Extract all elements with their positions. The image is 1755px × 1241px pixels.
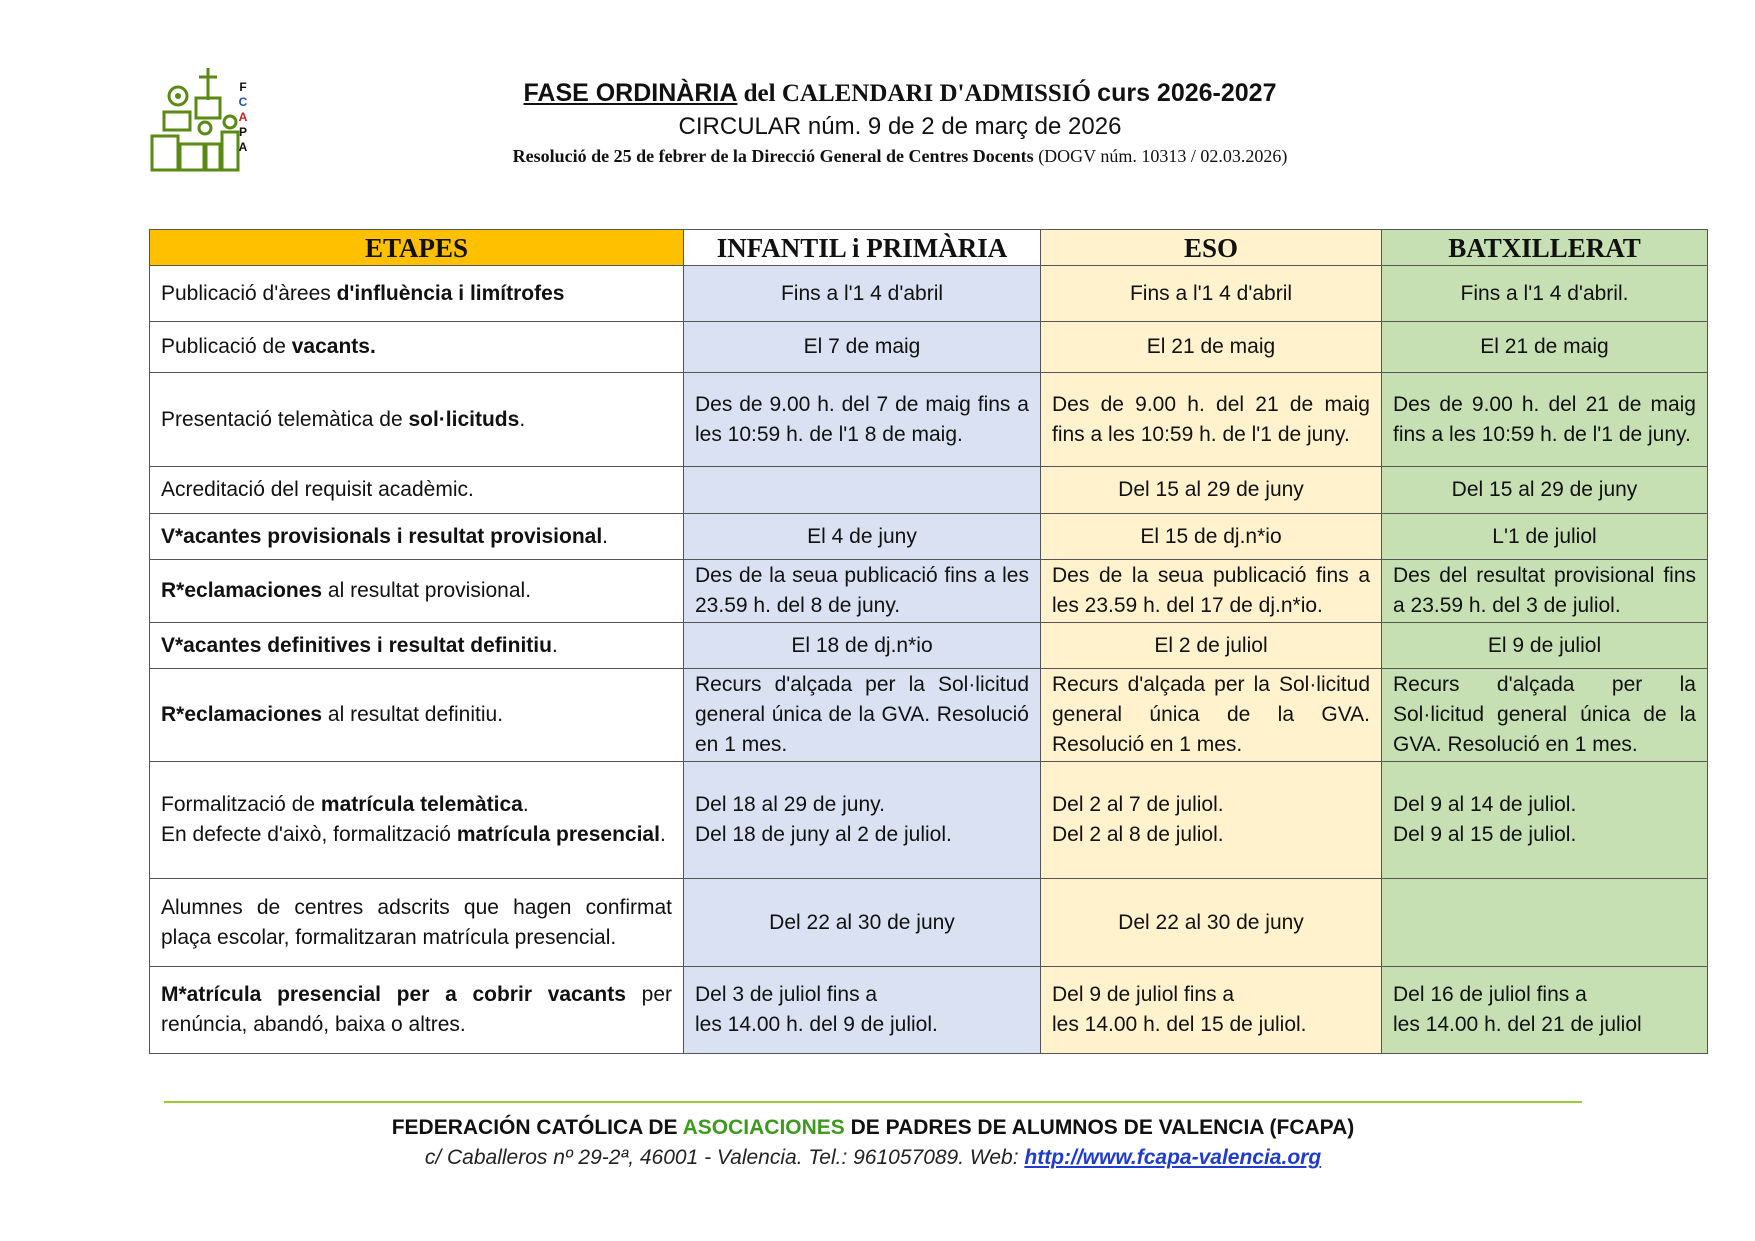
batxillerat-cell (1382, 879, 1708, 967)
table-header-row (150, 230, 1708, 266)
cell-line: Del 3 de juliol fins a (695, 983, 878, 1006)
stage-cell (150, 967, 684, 1054)
document-header (380, 76, 1420, 169)
eso-cell: Del 22 al 30 de juny (1041, 879, 1382, 967)
title-phase: FASE ORDINÀRIA (523, 79, 738, 107)
stage-text-end: per renúncia, abandó, baixa o altres. (161, 983, 672, 1036)
cell-line: Del 9 al 14 de juliol. (1393, 793, 1577, 816)
stage-text-end: al resultat definitiu. (322, 703, 504, 726)
table-row (150, 762, 1708, 879)
stage-bold-text: V*acantes definitives i resultat definitiu (161, 633, 552, 657)
stage-line-2 (161, 820, 672, 850)
table-row (150, 373, 1708, 467)
page-title (380, 76, 1420, 111)
logo-letter-a: A (238, 110, 248, 124)
infantil-cell: Des de 9.00 h. del 7 de maig fins a les 10:59 h. de l'1 8 de maig. (684, 373, 1041, 467)
infantil-cell (684, 467, 1041, 514)
stage-text: En defecte d'això, formalització (161, 823, 457, 846)
eso-cell (1041, 762, 1382, 879)
eso-cell: El 15 de dj.n*io (1041, 514, 1382, 560)
resolution-bold: Resolució de 25 de febrer de la Direcció General de Centres Docents (512, 146, 1034, 166)
batxillerat-cell: Fins a l'1 4 d'abril. (1382, 266, 1708, 322)
stage-cell (150, 762, 684, 879)
table-row (150, 967, 1708, 1054)
header-infantil-primaria: INFANTIL i PRIMÀRIA (684, 230, 1041, 266)
footer-org-part2: DE PADRES DE ALUMNOS DE VALENCIA (FCAPA) (844, 1116, 1355, 1139)
stage-line-1 (161, 790, 672, 820)
table-row (150, 322, 1708, 373)
table-row (150, 669, 1708, 762)
stage-cell (150, 560, 684, 623)
resolution-dogv: (DOGV núm. 10313 / 02.03.2026) (1033, 146, 1288, 166)
website-link[interactable]: http://www.fcapa-valencia.org (1024, 1146, 1322, 1169)
stage-text: Publicació de (161, 335, 292, 358)
cell-line: Del 9 de juliol fins a (1052, 983, 1235, 1006)
cell-line: Del 18 al 29 de juny. (695, 793, 885, 816)
stage-cell (150, 266, 684, 322)
infantil-cell: Recurs d'alçada per la Sol·licitud general única de la GVA. Resolució en 1 mes. (684, 669, 1041, 762)
stage-text: Presentació telemàtica de (161, 407, 409, 431)
infantil-cell: Fins a l'1 4 d'abril (684, 266, 1041, 322)
stage-cell (150, 467, 684, 514)
footer-org-green: ASOCIACIONES (682, 1116, 845, 1139)
footer-address (164, 1143, 1582, 1173)
stage-text-end: . (602, 524, 608, 548)
logo-letter-p: P (238, 125, 247, 139)
footer-organization (164, 1113, 1582, 1143)
stage-bold-text: d'influència i limítrofes (336, 281, 565, 305)
batxillerat-cell: Del 15 al 29 de juny (1382, 467, 1708, 514)
cell-line: les 14.00 h. del 15 de juliol. (1052, 1013, 1307, 1036)
stage-cell (150, 373, 684, 467)
table-row (150, 560, 1708, 623)
footer-org-part1: FEDERACIÓN CATÓLICA DE (391, 1116, 683, 1139)
infantil-cell: El 18 de dj.n*io (684, 623, 1041, 669)
infantil-cell: El 4 de juny (684, 514, 1041, 560)
batxillerat-cell: Des del resultat provisional fins a 23.59 h. del 3 de juliol. (1382, 560, 1708, 623)
header-eso: ESO (1041, 230, 1382, 266)
stage-text: Formalització de (161, 793, 321, 816)
batxillerat-cell: El 21 de maig (1382, 322, 1708, 373)
cell-line: Del 9 al 15 de juliol. (1393, 823, 1577, 846)
circular-number: CIRCULAR núm. 9 de 2 de març de 2026 (678, 113, 1122, 140)
infantil-cell: El 7 de maig (684, 322, 1041, 373)
stage-text-end: . (659, 823, 666, 846)
stage-text-end: . (522, 793, 529, 816)
title-course: curs 2026-2027 (1097, 79, 1277, 107)
stage-text-end: . (519, 407, 526, 431)
logo-letter-c: C (238, 95, 248, 109)
infantil-cell (684, 967, 1041, 1054)
footer-divider (164, 1101, 1582, 1103)
eso-cell: Fins a l'1 4 d'abril (1041, 266, 1382, 322)
cell-line: les 14.00 h. del 21 de juliol (1393, 1013, 1642, 1036)
footer-address-text: c/ Caballeros nº 29-2ª, 46001 - Valencia. Tel.: 961057089. Web: (424, 1146, 1025, 1169)
eso-cell: Del 15 al 29 de juny (1041, 467, 1382, 514)
stage-text-end: al resultat provisional. (322, 579, 532, 602)
batxillerat-cell: Recurs d'alçada per la Sol·licitud general única de la GVA. Resolució en 1 mes. (1382, 669, 1708, 762)
title-calendar: del CALENDARI D'ADMISSIÓ (737, 80, 1098, 107)
infantil-cell: Del 22 al 30 de juny (684, 879, 1041, 967)
stage-bold-text: V*acantes provisionals i resultat provisional (161, 524, 603, 548)
eso-cell: Recurs d'alçada per la Sol·licitud general única de la GVA. Resolució en 1 mes. (1041, 669, 1382, 762)
stage-bold-text: matrícula telemàtica (320, 793, 523, 816)
batxillerat-cell: El 9 de juliol (1382, 623, 1708, 669)
header-etapes: ETAPES (150, 230, 684, 266)
eso-cell: Des de la seua publicació fins a les 23.59 h. del 17 de dj.n*io. (1041, 560, 1382, 623)
batxillerat-cell: L'1 de juliol (1382, 514, 1708, 560)
resolution-line (380, 143, 1420, 169)
eso-cell: El 21 de maig (1041, 322, 1382, 373)
table-row (150, 623, 1708, 669)
infantil-cell (684, 762, 1041, 879)
logo-letter-a2: A (238, 140, 248, 154)
cell-line: les 14.00 h. del 9 de juliol. (695, 1013, 938, 1036)
eso-cell: Des de 9.00 h. del 21 de maig fins a les 10:59 h. de l'1 de juny. (1041, 373, 1382, 467)
stage-cell (150, 623, 684, 669)
stage-cell (150, 879, 684, 967)
cell-line: Del 16 de juliol fins a (1393, 983, 1587, 1006)
table-row (150, 514, 1708, 560)
logo-letters (236, 80, 250, 155)
infantil-cell: Des de la seua publicació fins a les 23.59 h. del 8 de juny. (684, 560, 1041, 623)
stage-bold-text: R*eclamaciones (161, 703, 323, 726)
stage-text-end: . (551, 633, 558, 657)
stage-text: Alumnes de centres adscrits que hagen confirmat plaça escolar, formalitzaran matrícula presencial. (161, 895, 672, 949)
stage-text: Acreditació del requisit acadèmic. (161, 478, 474, 501)
stage-text: Publicació d'àrees (161, 281, 337, 305)
batxillerat-cell: Des de 9.00 h. del 21 de maig fins a les 10:59 h. de l'1 de juny. (1382, 373, 1708, 467)
cell-line: Del 2 al 8 de juliol. (1052, 823, 1224, 846)
batxillerat-cell (1382, 762, 1708, 879)
header-batxillerat: BATXILLERAT (1382, 230, 1708, 266)
stage-cell (150, 669, 684, 762)
stage-cell (150, 514, 684, 560)
logo-letter-f: F (239, 80, 247, 94)
cell-line: Del 2 al 7 de juliol. (1052, 793, 1224, 816)
stage-bold-text: R*eclamaciones (161, 579, 323, 602)
table-row (150, 467, 1708, 514)
table-row (150, 879, 1708, 967)
stage-cell (150, 322, 684, 373)
stage-bold-text: matrícula presencial (456, 823, 660, 846)
table-row (150, 266, 1708, 322)
stage-bold-text: M*atrícula presencial per a cobrir vacants (161, 983, 626, 1006)
batxillerat-cell (1382, 967, 1708, 1054)
eso-cell: El 2 de juliol (1041, 623, 1382, 669)
stage-bold-text: sol·licituds (408, 407, 520, 431)
cell-line: Del 18 de juny al 2 de juliol. (695, 823, 952, 846)
admission-calendar-table (149, 229, 1708, 1054)
stage-bold-text: vacants. (291, 335, 376, 358)
eso-cell (1041, 967, 1382, 1054)
